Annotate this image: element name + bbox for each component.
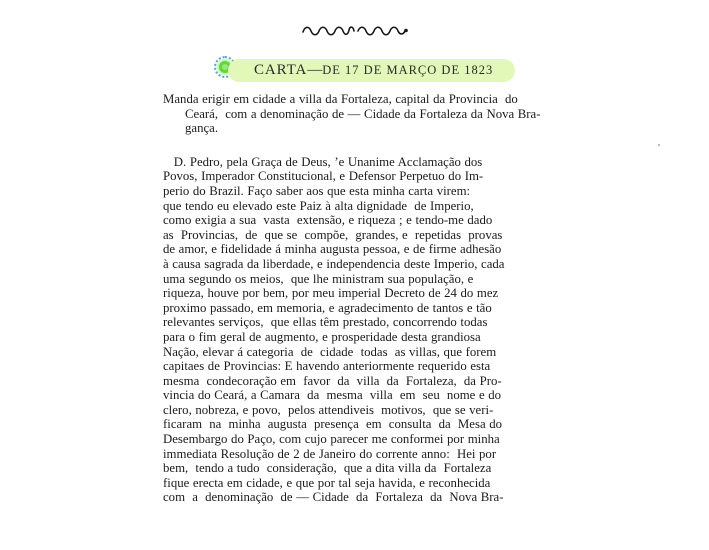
body-line: mesma condecoração em favor da villa da Fortaleza, da Pro- bbox=[163, 373, 502, 388]
body-line: com a denominação de — Cidade da Fortaleza da Nova Bra- bbox=[163, 490, 504, 505]
body-line: ficaram na minha augusta presença em consulta da Mesa do bbox=[163, 417, 503, 432]
heading-highlight bbox=[228, 59, 515, 82]
summary-paragraph bbox=[163, 92, 598, 136]
body-line: à causa sagrada da liberdade, e independencia deste Imperio, cada bbox=[163, 256, 505, 271]
body-line: como exigia a sua vasta extensão, e riqueza ; e tendo-me dado bbox=[163, 213, 493, 228]
wavy-squiggle-divider-icon bbox=[0, 22, 709, 38]
body-line: D. Pedro, pela Graça de Deus, ’e Unanime Acclamação dos bbox=[163, 154, 483, 169]
body-line: bem, tendo a tudo consideração, que a dita villa da Fortaleza bbox=[163, 461, 492, 476]
summary-line: Manda erigir em cidade a villa da Fortaleza, capital da Provincia do bbox=[163, 92, 518, 106]
body-line: as Provincias, de que se compõe, grandes, e repetidas provas bbox=[163, 227, 503, 242]
body-line: perio do Brazil. Faço saber aos que esta minha carta virem: bbox=[163, 183, 471, 198]
body-line: para o fim geral de augmento, e prosperidade desta grandiosa bbox=[163, 329, 481, 344]
body-line: capitaes de Provincias: E havendo anteriormente requerido esta bbox=[163, 359, 491, 374]
body-line: Nação, elevar á categoria de cidade todas as villas, que forem bbox=[163, 344, 497, 359]
summary-line: gança. bbox=[185, 121, 219, 136]
body-line: relevantes serviços, que ellas têm prestado, concorrendo todas bbox=[163, 315, 488, 330]
body-line: clero, nobreza, e povo, pelos attendiveis motivos, que se veri- bbox=[163, 402, 494, 417]
heading-dash: — bbox=[307, 62, 323, 78]
body-line: Desembargo do Paço, com cujo parecer me conformei por minha bbox=[163, 432, 500, 447]
body-line: fique erecta em cidade, e que por tal seja havida, e reconhecida bbox=[163, 475, 491, 490]
scan-speck bbox=[658, 144, 660, 146]
body-line: Povos, Imperador Constitucional, e Defensor Perpetuo do Im- bbox=[163, 169, 484, 184]
body-line: uma segundo os meios, que lhe ministram sua população, e bbox=[163, 271, 474, 286]
document-heading bbox=[228, 59, 515, 82]
body-line: vincia do Ceará, a Camara da mesma villa em seu nome e do bbox=[163, 388, 502, 403]
body-paragraph bbox=[163, 155, 598, 505]
body-line: proximo passado, em memoria, e agradecimento de tantos e tão bbox=[163, 300, 492, 315]
body-line: riqueza, houve por bem, por meu imperial Decreto de 24 do mez bbox=[163, 286, 499, 301]
heading-title-rest: DE 17 DE MARÇO DE 1823 bbox=[322, 63, 494, 77]
summary-line: Ceará, com a denominação de — Cidade da Fortaleza da Nova Bra- bbox=[185, 106, 541, 121]
body-line: immediata Resolução de 2 de Janeiro do corrente anno: Hei por bbox=[163, 446, 497, 461]
body-line: de amor, e fidelidade á minha augusta pessoa, e de firme adhesão bbox=[163, 242, 502, 257]
body-line: que tendo eu elevado este Paiz à alta dignidade de Imperio, bbox=[163, 198, 474, 213]
paragraph-spacer bbox=[163, 136, 598, 155]
text-column bbox=[163, 92, 598, 505]
heading-title-main: CARTA bbox=[254, 62, 308, 78]
heading-text bbox=[254, 62, 493, 78]
